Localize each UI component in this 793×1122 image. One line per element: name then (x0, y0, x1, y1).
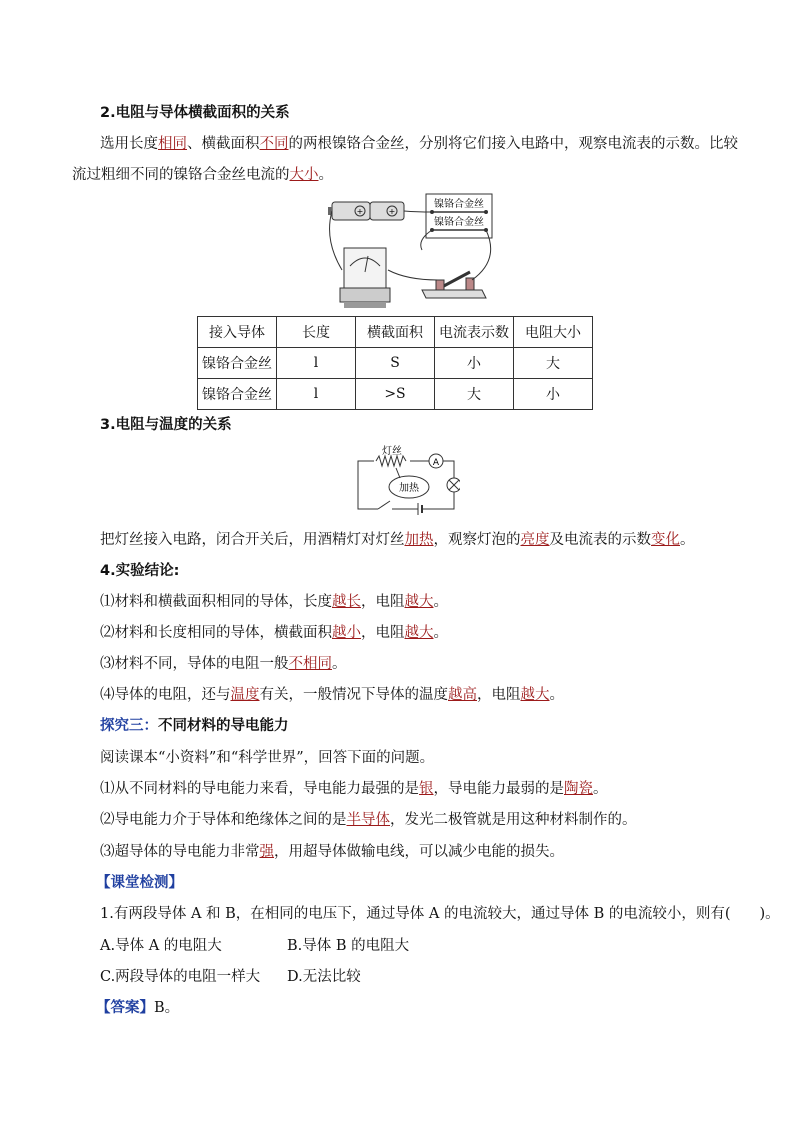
table-header: 横截面积 (356, 317, 435, 348)
battery-icon (328, 202, 404, 220)
heat-label: 加热 (399, 483, 419, 494)
table-row (198, 348, 593, 379)
section-heading-conclusions: 4.实验结论: (100, 563, 180, 579)
question-item: ⑵导电能力介于导体和绝缘体之间的是半导体，发光二极管就是用这种材料制作的。 (100, 812, 637, 828)
table-cell: 镍铬合金丝 (198, 348, 277, 379)
svg-text:+: + (356, 207, 364, 216)
table-cell: l (277, 348, 356, 379)
wire-label-bottom: 镍铬合金丝 (434, 217, 484, 228)
table-cell: >S (356, 379, 435, 410)
table-header-row (198, 317, 593, 348)
answer: 【答案】B。 (96, 1000, 180, 1016)
table-cell: 镍铬合金丝 (198, 379, 277, 410)
paragraph: 把灯丝接入电路，闭合开关后，用酒精灯对灯丝加热，观察灯泡的亮度及电流表的示数变化。 (100, 532, 695, 548)
filament-label: 灯丝 (382, 446, 402, 457)
option-d: D.无法比较 (287, 969, 361, 985)
paragraph: 选用长度相同、横截面积不同的两根镍铬合金丝，分别将它们接入电路中，观察电流表的示数。比较 (100, 136, 738, 152)
section-heading-resistance-area: 2.电阻与导体横截面积的关系 (100, 105, 290, 121)
table-cell: S (356, 348, 435, 379)
question-item: ⑴从不同材料的导电能力来看，导电能力最强的是银，导电能力最弱的是陶瓷。 (100, 781, 608, 797)
table-header: 长度 (277, 317, 356, 348)
svg-text:+: + (388, 207, 396, 216)
table-cell: 小 (514, 379, 593, 410)
comparison-table (197, 316, 593, 410)
circuit-diagram-filament-heating (352, 443, 460, 515)
option-c: C.两段导体的电阻一样大 (100, 969, 261, 985)
table-cell: 大 (435, 379, 514, 410)
paragraph: 流过粗细不同的镍铬合金丝电流的大小。 (72, 167, 333, 183)
circuit-diagram-wire-comparison (322, 190, 497, 312)
ammeter-label: A (432, 458, 440, 468)
conclusion-item: ⑴材料和横截面积相同的导体，长度越长，电阻越大。 (100, 594, 448, 610)
conclusion-item: ⑷导体的电阻，还与温度有关，一般情况下导体的温度越高，电阻越大。 (100, 687, 564, 703)
wire-label-top: 镍铬合金丝 (434, 199, 484, 210)
conclusion-item: ⑵材料和长度相同的导体，横截面积越小，电阻越大。 (100, 625, 448, 641)
section-heading-resistance-temperature: 3.电阻与温度的关系 (100, 417, 232, 433)
quiz-question: 1.有两段导体 A 和 B，在相同的电压下，通过导体 A 的电流较大，通过导体 B 的电流较小，则有( )。 (100, 906, 780, 922)
table-cell: 小 (435, 348, 514, 379)
option-b: B.导体 B 的电阻大 (287, 938, 410, 954)
table-cell: l (277, 379, 356, 410)
question-item: ⑶超导体的导电能力非常强，用超导体做输电线，可以减少电能的损失。 (100, 844, 564, 860)
classroom-check-tag: 【课堂检测】 (96, 875, 183, 891)
table-cell: 大 (514, 348, 593, 379)
table-header: 电流表示数 (435, 317, 514, 348)
ammeter-icon (340, 248, 390, 308)
conclusion-item: ⑶材料不同，导体的电阻一般不相同。 (100, 656, 347, 672)
table-header: 电阻大小 (514, 317, 593, 348)
option-a: A.导体 A 的电阻大 (100, 938, 222, 954)
table-row (198, 379, 593, 410)
section-heading-materials: 探究三：不同材料的导电能力 (100, 718, 289, 734)
paragraph: 阅读课本“小资料”和“科学世界”，回答下面的问题。 (100, 750, 435, 766)
switch-icon (422, 272, 486, 298)
table-header: 接入导体 (198, 317, 277, 348)
